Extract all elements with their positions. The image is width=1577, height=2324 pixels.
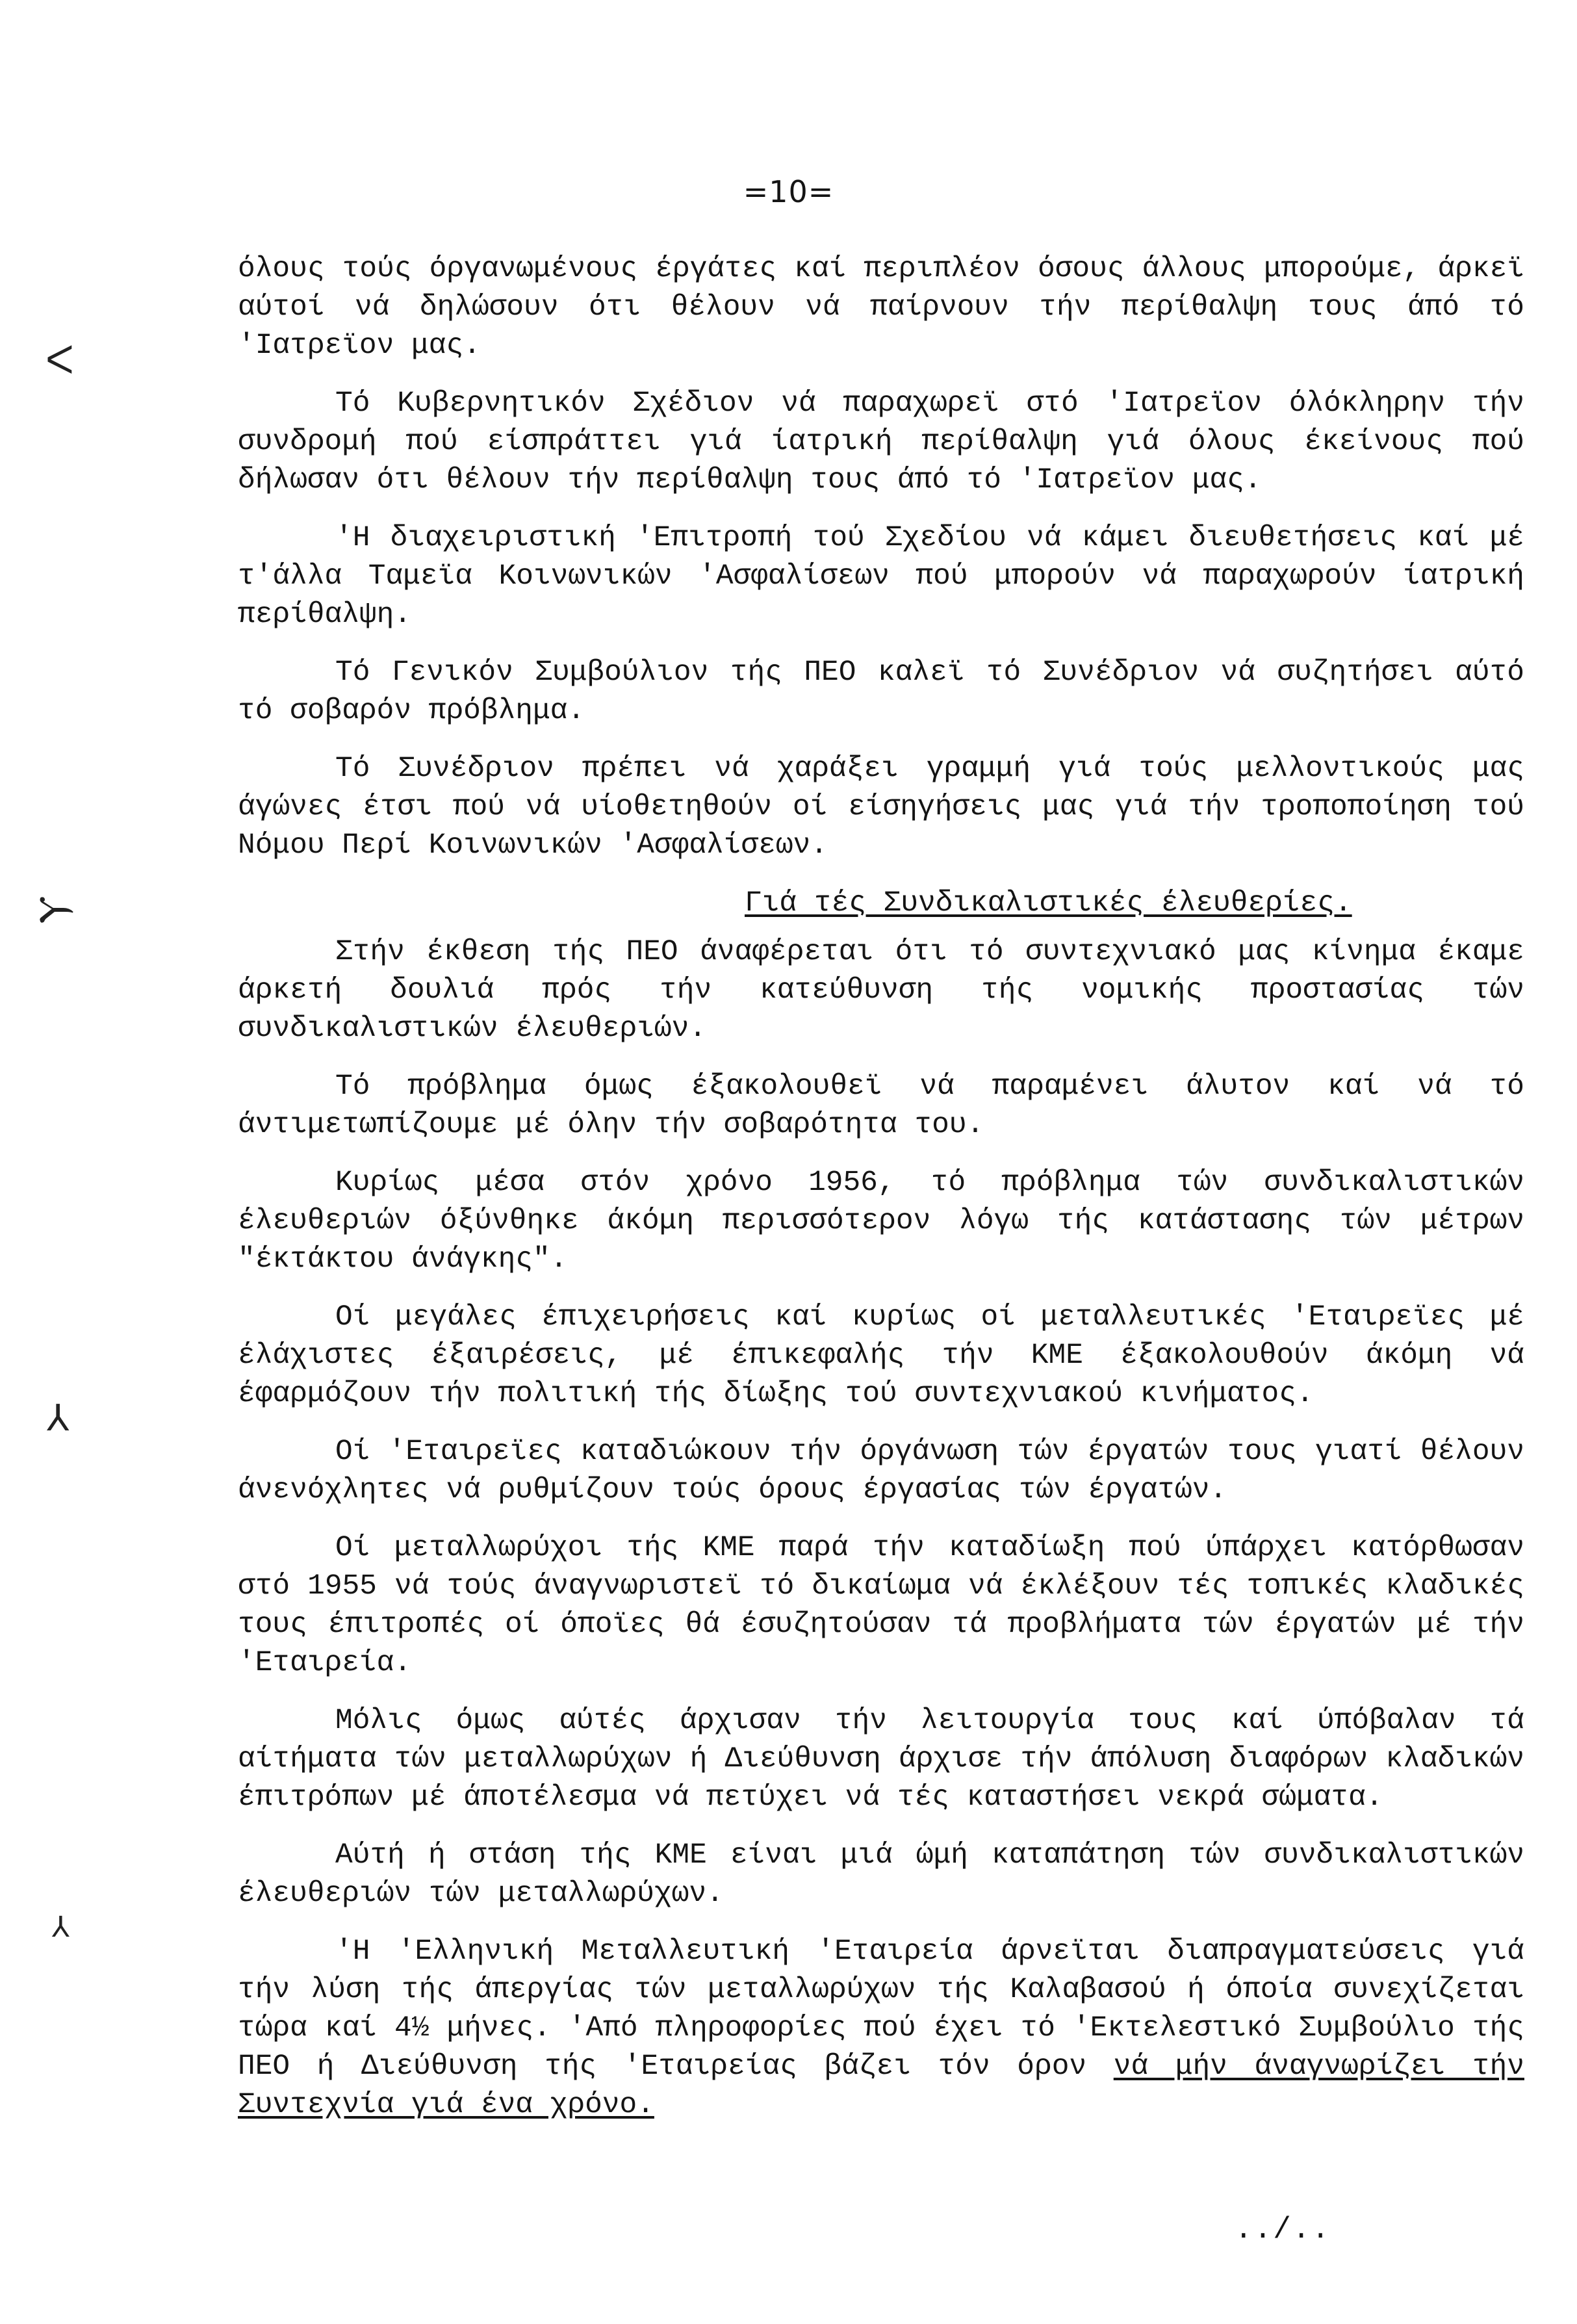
paragraph: Οί μεγάλες έπιχειρήσεις καί κυρίως οί μεταλλευτικές 'Εταιρεϊες μέ έλάχιστες έξαιρέσεις, μέ έπικεφαλής τήν ΚΜΕ έξακολουθούν άκόμη νά έφαρμόζουν τήν πολιτική τής δίωξης τού συντεχνιακού κινήματος.: [238, 1301, 1524, 1410]
paragraph: Οί 'Εταιρεϊες καταδιώκουν τήν όργάνωση τών έργατών τους γιατί θέλουν άνενόχλητες νά ρυθμίζουν τούς όρους έργασίας τών έργατών.: [238, 1436, 1524, 1506]
page-number: =10=: [743, 174, 834, 209]
paragraph: Κυρίως μέσα στόν χρόνο 1956, τό πρόβλημα τών συνδικαλιστικών έλευθεριών όξύνθηκε άκόμη περισσότερον λόγω τής κατάστασης τών μέτρων "έκτάκτου άνάγκης".: [238, 1167, 1524, 1276]
paragraph: Οί μεταλλωρύχοι τής ΚΜΕ παρά τήν καταδίωξη πού ύπάρχει κατόρθωσαν στό 1955 νά τούς άναγνωριστεϊ τό δικαίωμα νά έκλέξουν τές τοπικές κλαδικές τους έπιτροπές οί όποϊες θά έσυζητούσαν τά προβλήματα τών έργατών μέ τήν 'Εταιρεία.: [238, 1532, 1524, 1679]
section-heading: Γιά τές Συνδικαλιστικές έλευθερίες.: [745, 887, 1352, 920]
margin-mark-middle: Ⲩ: [30, 896, 76, 924]
last-paragraph: [238, 1933, 1524, 2124]
margin-mark-top: ᐸ: [45, 338, 74, 383]
paragraph: Αύτή ή στάση τής ΚΜΕ είναι μιά ώμή καταπάτηση τών συνδικαλιστικών έλευθεριών τών μεταλλωρύχων.: [238, 1839, 1524, 1910]
underlined-phrase: νά μήν άναγνωρίζει τήν Συντεχνία γιά ένα χρόνο.: [238, 2050, 1524, 2121]
paragraph: Τό Συνέδριον πρέπει νά χαράξει γραμμή γιά τούς μελλοντικούς μας άγώνες έτσι πού νά υίοθετηθούν οί είσηγήσεις μας γιά τήν τροποποίηση τού Νόμου Περί Κοινωνικών 'Ασφαλίσεων.: [238, 753, 1524, 862]
margin-mark-lower: ⅄: [47, 1397, 70, 1440]
last-paragraph-text: 'Η 'Ελληνική Μεταλλευτική 'Εταιρεία άρνεϊται διαπραγματεύσεις γιά τήν λύση τής άπεργίας τών μεταλλωρύχων τής Καλαβασού ή όποία συνεχίζεται τώρα καί 4½ μήνες. 'Από πληροφορίες πού έχει τό 'Εκτελεστικό Συμβούλιο τής ΠΕΟ ή Διεύθυνση τής 'Εταιρείας βάζει τόν όρον: [238, 1935, 1524, 2083]
paragraph: 'Η διαχειριστική 'Επιτροπή τού Σχεδίου νά κάμει διευθετήσεις καί μέ τ'άλλα Ταμεϊα Κοινωνικών 'Ασφαλίσεων πού μπορούν νά παραχωρούν ίατρική περίθαλψη.: [238, 522, 1524, 631]
continuation-mark: ../..: [1235, 2213, 1331, 2247]
document-body: [238, 250, 1524, 2144]
paragraph: Τό Γενικόν Συμβούλιον τής ΠΕΟ καλεϊ τό Συνέδριον νά συζητήσει αύτό τό σοβαρόν πρόβλημα.: [238, 656, 1524, 727]
margin-mark-bottom: ⅄: [52, 1911, 70, 1944]
paragraph: όλους τούς όργανωμένους έργάτες καί περιπλέον όσους άλλους μπορούμε, άρκεϊ αύτοί νά δηλώσουν ότι θέλουν νά παίρνουν τήν περίθαλψη τους άπό τό 'Ιατρεϊον μας.: [238, 253, 1524, 362]
paragraph: Τό πρόβλημα όμως έξακολουθεϊ νά παραμένει άλυτον καί νά τό άντιμετωπίζουμε μέ όλην τήν σοβαρότητα του.: [238, 1070, 1524, 1141]
paragraph: Τό Κυβερνητικόν Σχέδιον νά παραχωρεϊ στό 'Ιατρεϊον όλόκληρην τήν συνδρομή πού είσπράττει γιά ίατρική περίθαλψη γιά όλους έκείνους πού δήλωσαν ότι θέλουν τήν περίθαλψη τους άπό τό 'Ιατρεϊον μας.: [238, 387, 1524, 497]
paragraph: Στήν έκθεση τής ΠΕΟ άναφέρεται ότι τό συντεχνιακό μας κίνημα έκαμε άρκετή δουλιά πρός τήν κατεύθυνση τής νομικής προστασίας τών συνδικαλιστικών έλευθεριών.: [238, 936, 1524, 1045]
paragraph: Μόλις όμως αύτές άρχισαν τήν λειτουργία τους καί ύπόβαλαν τά αίτήματα τών μεταλλωρύχων ή Διεύθυνση άρχισε τήν άπόλυση διαφόρων κλαδικών έπιτρόπων μέ άποτέλεσμα νά πετύχει νά τές καταστήσει νεκρά σώματα.: [238, 1705, 1524, 1814]
